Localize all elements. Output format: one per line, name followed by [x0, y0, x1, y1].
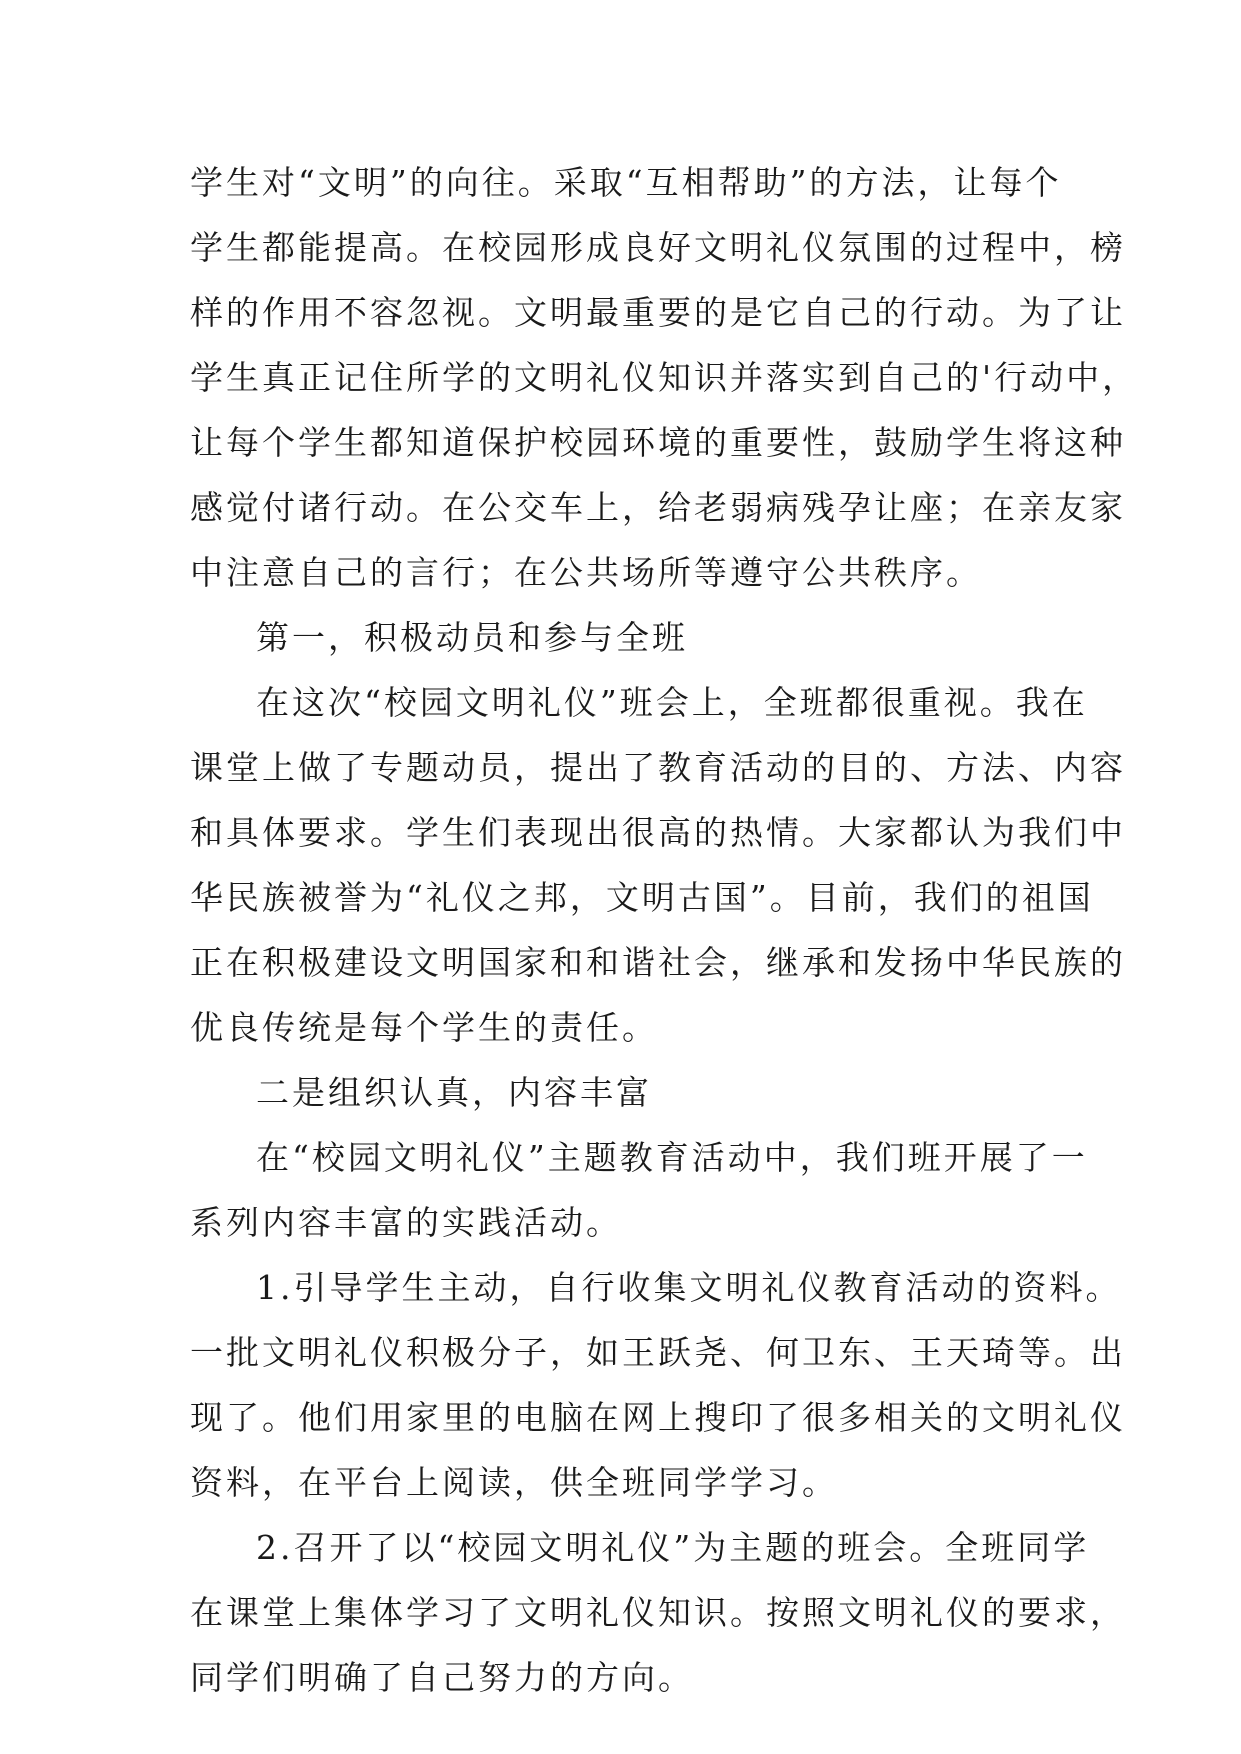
text-line: 和具体要求。学生们表现出很高的热情。大家都认为我们中 [190, 813, 1126, 852]
section-heading: 二是组织认真，内容丰富 [256, 1073, 652, 1112]
text-line: 学生都能提高。在校园形成良好文明礼仪氛围的过程中，榜 [190, 228, 1126, 267]
text-line: 学生对“文明”的向往。采取“互相帮助”的方法，让每个 [190, 163, 1062, 202]
list-item-line: 1.引导学生主动，自行收集文明礼仪教育活动的资料。 [256, 1268, 1122, 1307]
text-line: 优良传统是每个学生的责任。 [190, 1008, 658, 1047]
text-line: 在“校园文明礼仪”主题教育活动中，我们班开展了一 [256, 1138, 1088, 1177]
section-heading: 第一，积极动员和参与全班 [256, 618, 688, 657]
text-line: 系列内容丰富的实践活动。 [190, 1203, 622, 1242]
text-line: 正在积极建设文明国家和和谐社会，继承和发扬中华民族的 [190, 943, 1126, 982]
text-line: 现了。他们用家里的电脑在网上搜印了很多相关的文明礼仪 [190, 1398, 1126, 1437]
text-line: 学生真正记住所学的文明礼仪知识并落实到自己的'行动中， [190, 358, 1139, 397]
text-line: 在这次“校园文明礼仪”班会上，全班都很重视。我在 [256, 683, 1088, 722]
list-item-line: 2.召开了以“校园文明礼仪”为主题的班会。全班同学 [256, 1528, 1090, 1567]
text-line: 华民族被誉为“礼仪之邦，文明古国”。目前，我们的祖国 [190, 878, 1094, 917]
text-line: 样的作用不容忽视。文明最重要的是它自己的行动。为了让 [190, 293, 1126, 332]
document-body [190, 150, 1139, 1710]
text-line: 同学们明确了自己努力的方向。 [190, 1658, 694, 1697]
text-line: 在课堂上集体学习了文明礼仪知识。按照文明礼仪的要求， [190, 1593, 1126, 1632]
text-line: 感觉付诸行动。在公交车上，给老弱病残孕让座；在亲友家 [190, 488, 1126, 527]
text-line: 课堂上做了专题动员，提出了教育活动的目的、方法、内容 [190, 748, 1126, 787]
text-line: 一批文明礼仪积极分子，如王跃尧、何卫东、王天琦等。出 [190, 1333, 1126, 1372]
text-line: 让每个学生都知道保护校园环境的重要性，鼓励学生将这种 [190, 423, 1126, 462]
text-line: 中注意自己的言行；在公共场所等遵守公共秩序。 [190, 553, 982, 592]
text-line: 资料，在平台上阅读，供全班同学学习。 [190, 1463, 838, 1502]
